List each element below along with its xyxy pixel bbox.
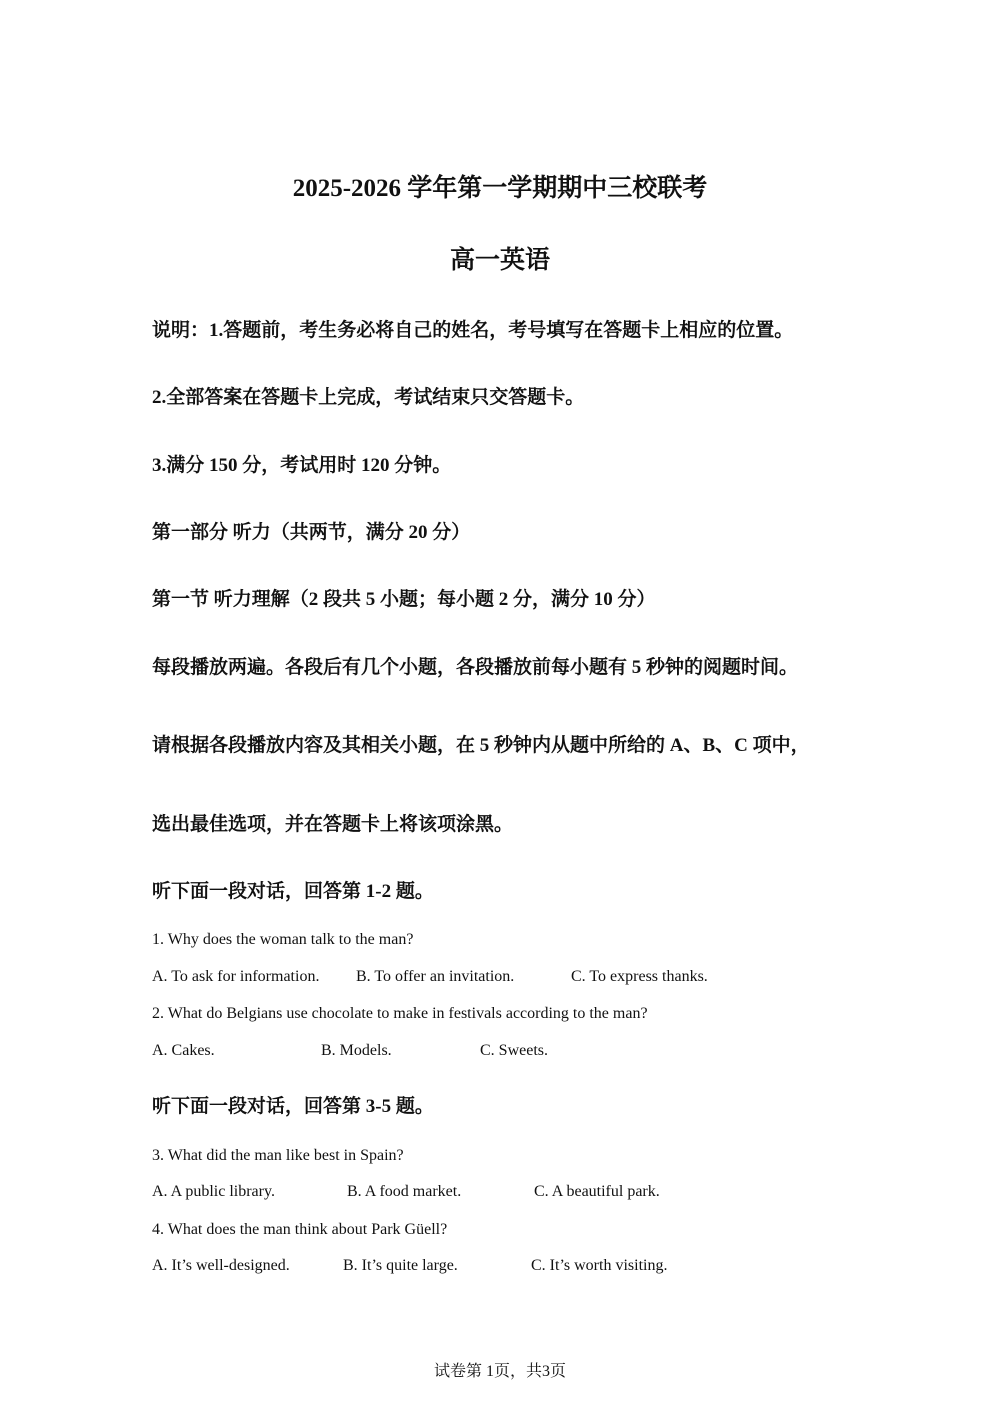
option-c: C. To express thanks. [571, 968, 708, 985]
option-a: A. A public library. [152, 1183, 275, 1200]
option-b: B. It’s quite large. [343, 1257, 458, 1274]
option-b: B. To offer an invitation. [356, 968, 515, 985]
option-c: C. Sweets. [480, 1042, 548, 1059]
note-2: 2.全部答案在答题卡上完成，考试结束只交答题卡。 [152, 387, 585, 408]
section-heading: 第一节 听力理解（2 段共 5 小题；每小题 2 分，满分 10 分） [152, 589, 656, 610]
option-c: C. It’s worth visiting. [531, 1257, 668, 1274]
option-c: C. A beautiful park. [534, 1183, 660, 1200]
question-stem: 2. What do Belgians use chocolate to make in festivals according to the man? [152, 1005, 648, 1022]
note-3: 3.满分 150 分，考试用时 120 分钟。 [152, 455, 452, 476]
question-stem: 4. What does the man think about Park Güell? [152, 1221, 448, 1238]
directions-line-3: 选出最佳选项，并在答题卡上将该项涂黑。 [152, 814, 514, 835]
option-a: A. It’s well-designed. [152, 1257, 290, 1274]
group-instruction: 听下面一段对话，回答第 3-5 题。 [152, 1096, 434, 1117]
directions-line-2: 请根据各段播放内容及其相关小题，在 5 秒钟内从题中所给的 A、B、C 项中， [152, 735, 810, 756]
directions-line-1: 每段播放两遍。各段后有几个小题，各段播放前每小题有 5 秒钟的阅题时间。 [152, 657, 799, 678]
note-1: 说明：1.答题前，考生务必将自己的姓名，考号填写在答题卡上相应的位置。 [152, 320, 794, 341]
subject-title: 高一英语 [449, 247, 550, 274]
option-b: B. Models. [321, 1042, 392, 1059]
page-number: 试卷第 1页，共3页 [433, 1363, 566, 1380]
option-b: B. A food market. [347, 1183, 462, 1200]
question-stem: 3. What did the man like best in Spain? [152, 1147, 404, 1164]
exam-title: 2025-2026 学年第一学期期中三校联考 [292, 175, 708, 202]
option-a: A. To ask for information. [152, 968, 320, 985]
part-heading: 第一部分 听力（共两节，满分 20 分） [152, 522, 471, 543]
group-instruction: 听下面一段对话，回答第 1-2 题。 [152, 881, 434, 902]
question-stem: 1. Why does the woman talk to the man? [152, 931, 414, 948]
option-a: A. Cakes. [152, 1042, 215, 1059]
